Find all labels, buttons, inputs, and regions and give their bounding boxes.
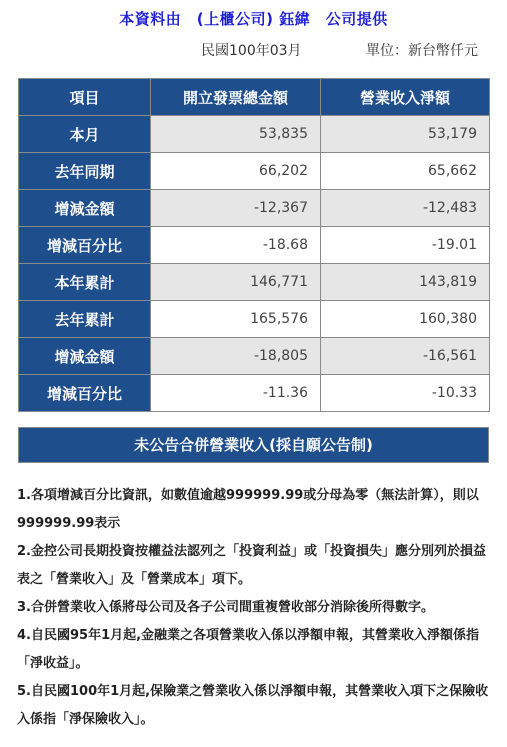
table-row — [19, 227, 490, 264]
notes-list — [17, 482, 489, 734]
row-label: 本月 — [19, 116, 151, 153]
revenue-amount: -12,483 — [321, 190, 490, 227]
invoice-amount: -11.36 — [151, 375, 321, 412]
revenue-amount: -19.01 — [321, 227, 490, 264]
row-label: 增減金額 — [19, 190, 151, 227]
column-header-revenue: 營業收入淨額 — [321, 79, 490, 116]
revenue-amount: -16,561 — [321, 338, 490, 375]
table-row — [19, 153, 490, 190]
row-label: 增減金額 — [19, 338, 151, 375]
invoice-amount: 66,202 — [151, 153, 321, 190]
invoice-amount: -12,367 — [151, 190, 321, 227]
invoice-amount: -18,805 — [151, 338, 321, 375]
revenue-amount: -10.33 — [321, 375, 490, 412]
row-label: 去年累計 — [19, 301, 151, 338]
currency-unit: 單位：新台幣仟元 — [366, 43, 478, 59]
note-item: 5.自民國100年1月起,保險業之營業收入係以淨額申報，其營業收入項下之保險收入係指「淨保險收入」。 — [17, 684, 489, 727]
table-row — [19, 190, 490, 227]
section-heading: 未公告合併營業收入(採自願公告制) — [18, 427, 489, 463]
row-label: 去年同期 — [19, 153, 151, 190]
table-row — [19, 338, 490, 375]
revenue-amount: 160,380 — [321, 301, 490, 338]
revenue-amount: 65,662 — [321, 153, 490, 190]
report-date: 民國100年03月 — [201, 43, 302, 59]
table-row — [19, 301, 490, 338]
row-label: 增減百分比 — [19, 375, 151, 412]
invoice-amount: -18.68 — [151, 227, 321, 264]
revenue-amount: 53,179 — [321, 116, 490, 153]
invoice-amount: 146,771 — [151, 264, 321, 301]
row-label: 增減百分比 — [19, 227, 151, 264]
table-row — [19, 375, 490, 412]
revenue-amount: 143,819 — [321, 264, 490, 301]
note-item: 3.合併營業收入係將母公司及各子公司間重複營收部分消除後所得數字。 — [17, 600, 434, 615]
invoice-amount: 165,576 — [151, 301, 321, 338]
note-item: 2.金控公司長期投資按權益法認列之「投資利益」或「投資損失」應分別列於損益表之「營業收入」及「營業成本」項下。 — [17, 544, 486, 587]
table-row — [19, 264, 490, 301]
page-title: 本資料由 (上櫃公司) 鈺緯 公司提供 — [119, 10, 388, 28]
table-row — [19, 116, 490, 153]
row-label: 本年累計 — [19, 264, 151, 301]
table-header-row — [19, 79, 490, 116]
note-item: 4.自民國95年1月起,金融業之各項營業收入係以淨額申報，其營業收入淨額係指「淨收益」。 — [17, 628, 480, 671]
note-item: 1.各項增減百分比資訊，如數值逾越999999.99或分母為零（無法計算），則以999999.99表示 — [17, 488, 479, 531]
revenue-table — [18, 78, 490, 412]
column-header-item: 項目 — [19, 79, 151, 116]
column-header-invoice: 開立發票總金額 — [151, 79, 321, 116]
invoice-amount: 53,835 — [151, 116, 321, 153]
